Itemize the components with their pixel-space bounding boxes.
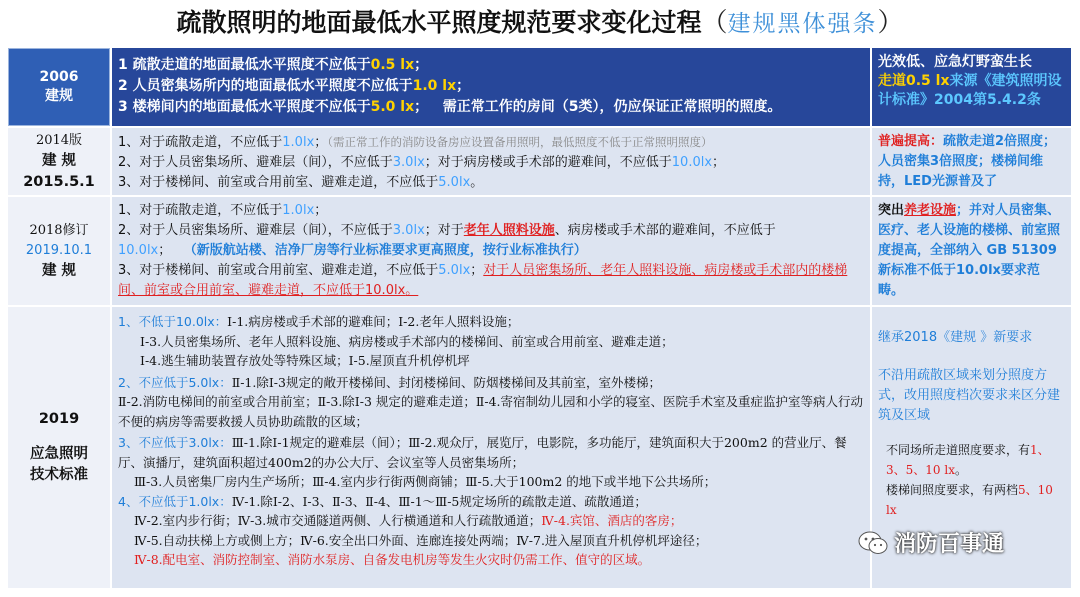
title-open-paren: （ xyxy=(701,8,728,38)
label-standard: 应急照明 xyxy=(30,446,88,462)
title-subtitle: 建规黑体强条 xyxy=(727,11,878,37)
row-note-2018 xyxy=(872,197,1071,305)
content-line: 4、不应低于1.0lx：Ⅳ-1.除Ⅰ-2、Ⅰ-3、Ⅱ-3、Ⅱ-4、Ⅲ-1～Ⅲ-5规定场所的疏散走道、疏散通道； xyxy=(118,493,647,509)
row-label-2018 xyxy=(8,197,110,305)
content-line: 3 楼梯间内的地面最低水平照度不应低于5.0 lx； 需正常工作的房间（5类），仍应保证正常照明的照度。 xyxy=(118,99,782,115)
label-version: 2018修订 xyxy=(29,222,89,238)
label-year: 2019 xyxy=(38,411,80,427)
note-text: ；并对人员密集、医疗、老人设施的楼梯、前室照度提高，全部纳入 GB 51309 新标准不低于10.0lx要求范畴。 xyxy=(878,203,1061,298)
content-line: 1、不低于10.0lx：Ⅰ-1.病房楼或手术部的避难间；Ⅰ-2.老年人照料设施； xyxy=(118,314,520,329)
label-version: 2014版 xyxy=(35,132,83,148)
note-highlight: 养老设施 xyxy=(904,203,957,218)
content-line: Ⅰ-4.逃生辅助装置存放处等特殊区域；Ⅰ-5.屋顶直升机停机坪 xyxy=(140,353,470,368)
note-text: 楼梯间照度要求，有两档5、10 lx xyxy=(886,483,1053,517)
note-prefix: 突出 xyxy=(878,203,905,218)
content-line: 2 人员密集场所内的地面最低水平照度不应低于1.0 lx； xyxy=(118,78,471,94)
row-content-2014 xyxy=(112,128,870,195)
row-label-2019 xyxy=(8,307,110,588)
content-line: Ⅰ-3.人员密集场所、老年人照料设施、病房楼或手术部内的楼梯间、前室或合用前室、避难走道； xyxy=(140,333,674,349)
content-line: 1 疏散走道的地面最低水平照度不应低于0.5 lx； xyxy=(118,57,429,73)
content-line: Ⅳ-5.自动扶梯上方或侧上方；Ⅳ-6.安全出口外面、连廊连接处两端；Ⅳ-7.进入屋顶直升机停机坪途径； xyxy=(134,532,708,548)
wechat-icon xyxy=(858,530,888,556)
note-highlight: 走道0.5 lx xyxy=(878,73,950,89)
title-main: 疏散照明的地面最低水平照度规范要求变化过程 xyxy=(176,8,702,37)
label-code: 建 规 xyxy=(41,152,77,169)
note-text: 不同场所走道照度要求，有1、3、5、10 lx。 xyxy=(886,443,1050,477)
table-row-2014 xyxy=(8,128,1071,195)
content-line: Ⅳ-8.配电室、消防控制室、消防水泵房、自备发电机房等发生火灾时仍需工作、值守的区域。 xyxy=(134,552,651,567)
content-line: 2、不应低于5.0lx：Ⅱ-1.除Ⅰ-3规定的敞开楼梯间、封闭楼梯间、防烟楼梯间及其前室，室外楼梯； xyxy=(118,374,661,390)
note-source: 来源《建筑照明设计标准》2004第5.4.2条 xyxy=(878,73,1062,108)
note-text: 光效低、应急灯野蛮生长 xyxy=(878,54,1032,70)
comparison-table xyxy=(8,48,1071,588)
content-line: 2、对于人员密集场所、避难层（间），不应低于3.0lx；对于老年人照料设施、病房楼或手术部的避难间，不应低于10.0lx； （新版航站楼、洁净厂房等行业标准要求更高照度，按行业标准执行） xyxy=(118,223,776,258)
row-content-2018 xyxy=(112,197,870,305)
row-content-2019 xyxy=(112,307,870,588)
label-date: 2019.10.1 xyxy=(25,242,93,258)
label-year: 2006 xyxy=(39,69,79,85)
content-line: 3、对于楼梯间、前室或合用前室、避难走道，不应低于5.0lx；对于人员密集场所、老年人照料设施、病房楼或手术部内的楼梯间、前室或合用前室、避难走道，不应低于10.0lx。 xyxy=(118,263,848,298)
title-close-paren: ） xyxy=(877,8,904,38)
watermark xyxy=(858,527,1004,558)
content-line: 1、对于疏散走道，不应低于1.0lx； xyxy=(118,203,328,218)
row-note-2006 xyxy=(872,48,1071,126)
table-row-2006 xyxy=(8,48,1071,126)
note-text: 继承2018《建规 》新要求 xyxy=(878,330,1033,345)
content-line: 3、不应低于3.0lx：Ⅲ-1.除Ⅰ-1规定的避难层（间）；Ⅲ-2.观众厅，展览厅，电影院，多功能厅，建筑面积大于200m2 的营业厅、餐厅、演播厅，建筑面积超过400m2的办公大厅、会议室等人员密集场所； xyxy=(118,435,847,470)
table-row-2018 xyxy=(8,197,1071,305)
row-content-2006 xyxy=(112,48,870,126)
note-highlight: 普遍提高： xyxy=(878,134,944,149)
label-code: 建规 xyxy=(45,88,73,104)
note-text: 疏散走道2倍照度；人员密集3倍照度；楼梯间维持，LED光源普及了 xyxy=(878,134,1057,189)
content-line: 1、对于疏散走道，不应低于1.0lx；（需正常工作的消防设备房应设置备用照明，最低照度不低于正常照明照度） xyxy=(118,135,713,150)
label-standard: 技术标准 xyxy=(30,467,88,483)
content-line: Ⅳ-2.室内步行街；Ⅳ-3.城市交通隧道两侧、人行横通道和人行疏散通道；Ⅳ-4.宾馆、酒店的客房； xyxy=(134,513,683,528)
watermark-text: 消防百事通 xyxy=(894,532,1005,557)
row-note-2014 xyxy=(872,128,1071,195)
label-date: 2015.5.1 xyxy=(23,173,95,190)
content-line: 3、对于楼梯间、前室或合用前室、避难走道，不应低于5.0lx。 xyxy=(118,175,484,190)
row-label-2014 xyxy=(8,128,110,195)
label-code: 建 规 xyxy=(41,262,77,279)
page-title xyxy=(0,0,1080,46)
note-text: 不沿用疏散区域来划分照度方式，改用照度档次要求来区分建筑及区域 xyxy=(878,368,1061,423)
content-line: 2、对于人员密集场所、避难层（间），不应低于3.0lx；对于病房楼或手术部的避难间，不应低于10.0lx； xyxy=(118,155,726,170)
content-line: Ⅲ-3.人员密集厂房内生产场所；Ⅲ-4.室内步行街两侧商铺；Ⅲ-5.大于100m2 的地下或半地下公共场所； xyxy=(134,474,717,489)
content-line: Ⅱ-2.消防电梯间的前室或合用前室；Ⅱ-3.除Ⅰ-3 规定的避难走道；Ⅱ-4.寄宿制幼儿园和小学的寝室、医院手术室及重症监护室等病人行动不便的病房等需要救援人员协助疏散的区域； xyxy=(118,394,864,429)
row-label-2006 xyxy=(8,48,110,126)
